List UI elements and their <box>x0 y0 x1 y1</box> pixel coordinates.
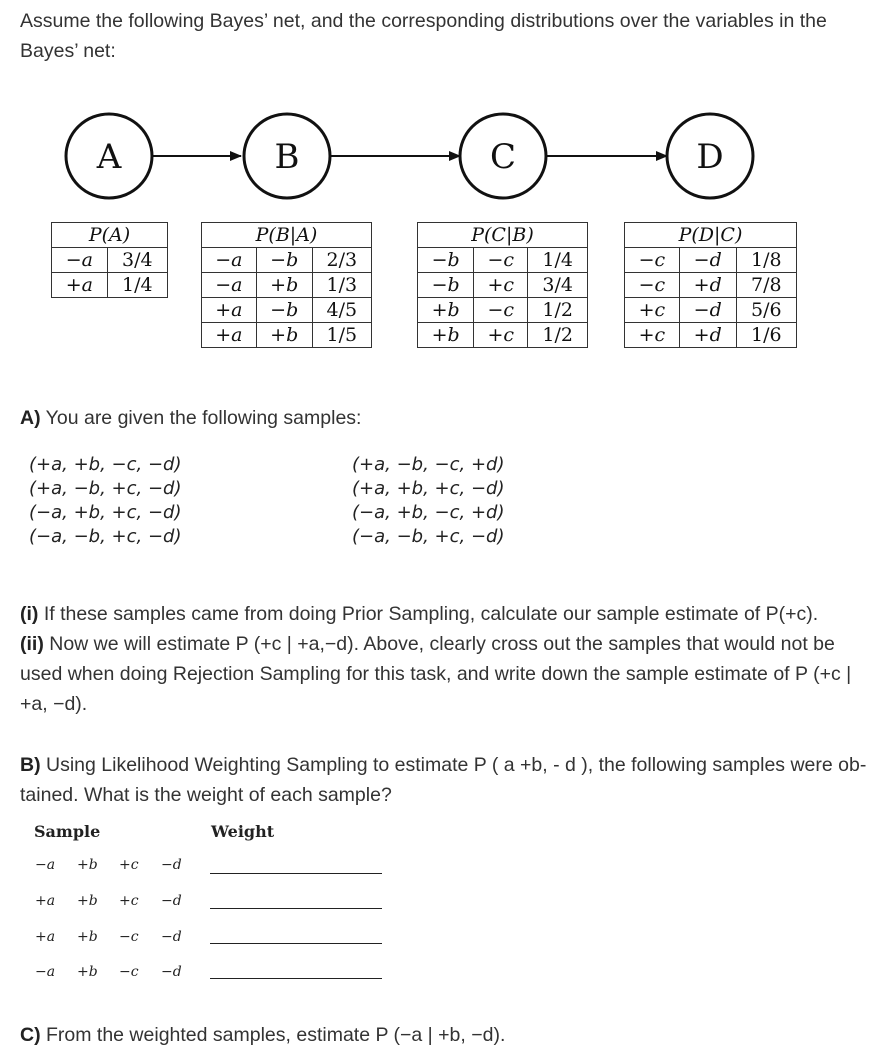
weight-cell: −c <box>119 929 139 945</box>
cpt-cell: +c <box>474 323 528 348</box>
cpt-cell: −c <box>625 273 680 298</box>
weight-cell: +a <box>35 893 56 909</box>
cpt-cell: −d <box>679 248 736 273</box>
cpt-cell: 1/8 <box>736 248 796 273</box>
weight-cell: +a <box>35 929 56 945</box>
part-c-text: From the weighted samples, estimate P (−a | +b, −d). <box>40 1024 506 1046</box>
part-b-text: Using Likelihood Weighting Sampling to estimate P ( a +b, - d ), the following samples were ob- tained. What is the weight of each sample? <box>20 754 867 806</box>
cpt-cell: 1/6 <box>736 323 796 348</box>
weight-row <box>35 929 203 945</box>
cpt-cell: 1/3 <box>312 273 371 298</box>
weight-cell: +b <box>77 857 98 873</box>
sample: (−a, +b, −c, +d) <box>352 502 505 523</box>
node-b-label: B <box>274 137 300 177</box>
cpt-c <box>417 222 588 348</box>
cpt-cell: −c <box>474 298 528 323</box>
cpt-cell: 1/5 <box>312 323 371 348</box>
node-d-label: D <box>696 137 724 177</box>
cpt-cell: −b <box>256 248 312 273</box>
weight-cell: −a <box>35 857 56 873</box>
part-a-label: A) <box>20 407 41 429</box>
cpt-cell: 1/4 <box>107 273 167 298</box>
cpt-cell: 1/2 <box>528 298 588 323</box>
cpt-cell: −c <box>474 248 528 273</box>
cpt-cell: −a <box>202 248 257 273</box>
weight-cell: −d <box>161 964 182 980</box>
sample: (+a, −b, −c, +d) <box>352 454 505 475</box>
sample: (−a, +b, +c, −d) <box>29 502 182 523</box>
part-a-i-label: (i) <box>20 603 39 625</box>
cpt-c-header: P(C|B) <box>418 223 588 248</box>
cpt-cell: −d <box>679 298 736 323</box>
part-a-ii <box>20 629 870 719</box>
weight-cell: −c <box>119 964 139 980</box>
weight-cell: +b <box>77 929 98 945</box>
cpt-cell: +d <box>679 323 736 348</box>
weight-cell: +b <box>77 964 98 980</box>
cpt-cell: 3/4 <box>528 273 588 298</box>
cpt-cell: 5/6 <box>736 298 796 323</box>
weight-cell: −a <box>35 964 56 980</box>
cpt-cell: +a <box>202 323 257 348</box>
sample: (−a, −b, +c, −d) <box>29 526 182 547</box>
cpt-cell: +b <box>256 273 312 298</box>
weight-cell: +b <box>77 893 98 909</box>
cpt-cell: −a <box>202 273 257 298</box>
cpt-cell: +c <box>625 323 680 348</box>
cpt-a <box>51 222 168 298</box>
weight-answer-line[interactable] <box>210 942 382 944</box>
cpt-cell: 4/5 <box>312 298 371 323</box>
node-b <box>244 114 330 198</box>
part-a-i <box>20 599 870 629</box>
cpt-cell: −c <box>625 248 680 273</box>
part-b-prompt <box>20 750 870 810</box>
cpt-b <box>201 222 372 348</box>
weight-cell: −d <box>161 857 182 873</box>
cpt-a-header: P(A) <box>52 223 168 248</box>
weight-answer-line[interactable] <box>210 872 382 874</box>
cpt-cell: +b <box>256 323 312 348</box>
cpt-cell: 3/4 <box>107 248 167 273</box>
part-c-label: C) <box>20 1024 41 1046</box>
cpt-cell: −a <box>52 248 108 273</box>
sample: (+a, −b, +c, −d) <box>29 478 182 499</box>
cpt-cell: +b <box>418 323 474 348</box>
cpt-cell: +a <box>52 273 108 298</box>
part-a-ii-text: Now we will estimate P (+c | +a,−d). Above, clearly cross out the samples that would not be used when doing Rejection Sampling for this task, and write down the sample estimate of P (+c | +a, −d). <box>20 633 852 715</box>
node-c <box>460 114 546 198</box>
samples-right <box>352 453 504 549</box>
part-b-label: B) <box>20 754 41 776</box>
col-sample-header: Sample <box>34 822 101 841</box>
node-a-label: A <box>96 137 122 177</box>
cpt-cell: −b <box>418 248 474 273</box>
cpt-d <box>624 222 797 348</box>
node-a <box>66 114 152 198</box>
cpt-cell: +b <box>418 298 474 323</box>
sample: (+a, +b, +c, −d) <box>352 478 505 499</box>
part-a-i-text: If these samples came from doing Prior Sampling, calculate our sample estimate of P(+c). <box>38 603 819 625</box>
sample: (−a, −b, +c, −d) <box>352 526 505 547</box>
weight-cell: −d <box>161 893 182 909</box>
weight-answer-line[interactable] <box>210 907 382 909</box>
cpt-cell: 1/2 <box>528 323 588 348</box>
cpt-cell: +c <box>474 273 528 298</box>
node-c-label: C <box>489 137 517 177</box>
cpt-cell: 1/4 <box>528 248 588 273</box>
cpt-cell: −b <box>418 273 474 298</box>
intro-text: Assume the following Bayes’ net, and the corresponding distributions over the variables in the Bayes’ net: <box>20 10 827 62</box>
cpt-cell: +d <box>679 273 736 298</box>
cpt-cell: −b <box>256 298 312 323</box>
part-a-prompt <box>20 403 870 433</box>
cpt-cell: 2/3 <box>312 248 371 273</box>
weight-answer-line[interactable] <box>210 977 382 979</box>
weight-cell: +c <box>119 893 139 909</box>
cpt-cell: +a <box>202 298 257 323</box>
part-c-prompt <box>20 1020 870 1050</box>
cpt-d-header: P(D|C) <box>625 223 797 248</box>
weight-row <box>35 893 203 909</box>
part-a-ii-label: (ii) <box>20 633 44 655</box>
node-d <box>667 114 753 198</box>
samples-left <box>29 453 181 549</box>
weight-cell: −d <box>161 929 182 945</box>
cpt-cell: +c <box>625 298 680 323</box>
weight-cell: +c <box>119 857 139 873</box>
part-a-text: You are given the following samples: <box>40 407 362 429</box>
weight-row <box>35 857 203 873</box>
cpt-b-header: P(B|A) <box>202 223 372 248</box>
cpt-cell: 7/8 <box>736 273 796 298</box>
weight-row <box>35 964 203 980</box>
col-weight-header: Weight <box>211 822 275 841</box>
sample: (+a, +b, −c, −d) <box>29 454 182 475</box>
